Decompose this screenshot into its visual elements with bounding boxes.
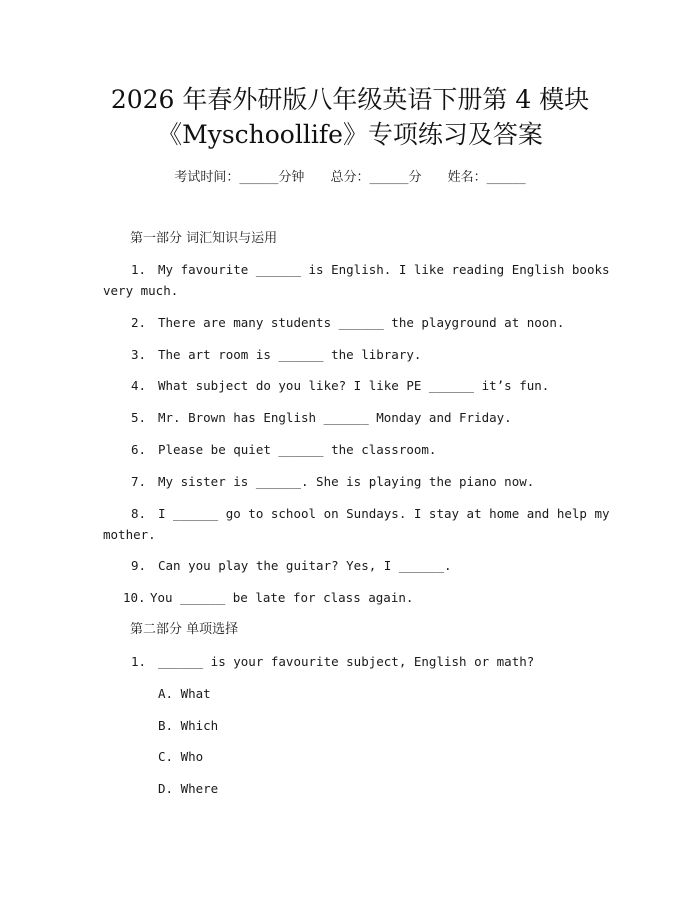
option-d: D. Where bbox=[158, 781, 219, 796]
question-7: 7. My sister is ______. She is playing the piano now. bbox=[131, 474, 535, 489]
document-title-line1: 2026 年春外研版八年级英语下册第 4 模块 bbox=[110, 85, 590, 114]
question-6: 6. Please be quiet ______ the classroom. bbox=[131, 442, 437, 457]
question-8-continued: mother. bbox=[103, 527, 156, 542]
question-3: 3. The art room is ______ the library. bbox=[131, 347, 422, 362]
option-a: A. What bbox=[158, 686, 211, 701]
question-2: 2. There are many students ______ the playground at noon. bbox=[131, 315, 565, 330]
part2-heading: 第二部分 单项选择 bbox=[130, 622, 239, 637]
question-1: 1. My favourite ______ is English. I like reading English books bbox=[131, 262, 610, 277]
question-5: 5. Mr. Brown has English ______ Monday and Friday. bbox=[131, 410, 512, 425]
question-9: 9. Can you play the guitar? Yes, I ______. bbox=[131, 558, 452, 573]
question-1-continued: very much. bbox=[103, 283, 179, 298]
document-title-line2: 《Myschoollife》专项练习及答案 bbox=[157, 120, 543, 149]
option-b: B. Which bbox=[158, 718, 219, 733]
question-8: 8. I ______ go to school on Sundays. I stay at home and help my bbox=[131, 506, 610, 521]
part1-heading: 第一部分 词汇知识与运用 bbox=[130, 231, 278, 246]
option-c: C. Who bbox=[158, 749, 204, 764]
exam-score: 总分：______分 bbox=[330, 170, 422, 185]
question-4: 4. What subject do you like? I like PE ______ it’s fun. bbox=[131, 378, 550, 393]
question-10: 10. You ______ be late for class again. bbox=[123, 590, 414, 605]
exam-time: 考试时间：______分钟 bbox=[174, 170, 305, 185]
exam-name: 姓名：______ bbox=[447, 170, 526, 185]
mc-question-1: 1. ______ is your favourite subject, English or math? bbox=[131, 654, 535, 669]
exam-meta bbox=[0, 168, 700, 188]
